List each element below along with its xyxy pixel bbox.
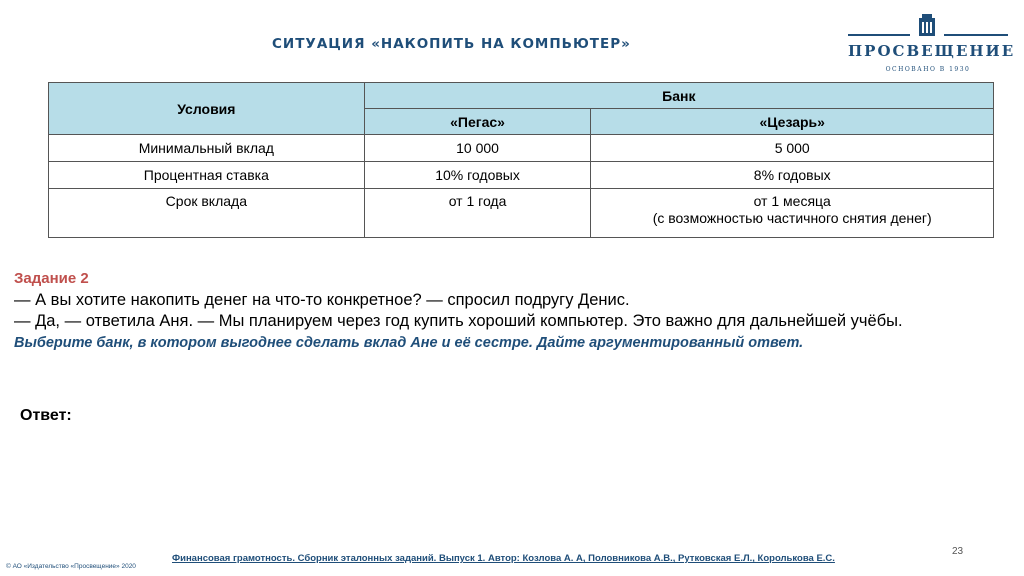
bank-caesar-header: «Цезарь» [591, 109, 994, 135]
slide-title: СИТУАЦИЯ «НАКОПИТЬ НА КОМПЬЮТЕР» [272, 36, 631, 52]
table-row [49, 162, 994, 189]
conditions-header: Условия [49, 83, 365, 135]
task-instruction: Выберите банк, в котором выгоднее сделать вклад Ане и её сестре. Дайте аргументированный ответ. [14, 334, 804, 351]
caesar-value [591, 189, 994, 238]
source-link[interactable]: Финансовая грамотность. Сборник эталонных заданий. Выпуск 1. Автор: Козлова А. А, Половникова А.В., Рутковская Е.Л., Королькова Е.С. [172, 553, 835, 564]
bank-header: Банк [364, 83, 993, 109]
logo-name: ПРОСВЕЩЕНИЕ [848, 42, 1016, 60]
row-label: Срок вклада [49, 189, 365, 238]
caesar-value: 8% годовых [591, 162, 994, 189]
bank-pegas-header: «Пегас» [364, 109, 591, 135]
row-label: Минимальный вклад [49, 135, 365, 162]
pegas-value: от 1 года [364, 189, 591, 238]
table-row [49, 135, 994, 162]
publisher-logo [848, 12, 1016, 74]
caesar-term: от 1 месяца [753, 193, 831, 209]
task-title: Задание 2 [14, 270, 89, 287]
table-row [49, 189, 994, 238]
pegas-value: 10 000 [364, 135, 591, 162]
task-block [14, 268, 1014, 354]
dialogue-line: — А вы хотите накопить денег на что-то конкретное? — спросил подругу Денис. [14, 290, 630, 309]
building-icon [918, 14, 936, 36]
caesar-value: 5 000 [591, 135, 994, 162]
logo-subtitle: ОСНОВАНО В 1930 [885, 66, 971, 73]
table-header-row [49, 83, 994, 109]
row-label: Процентная ставка [49, 162, 365, 189]
answer-label: Ответ: [20, 407, 72, 424]
page-number: 23 [952, 546, 964, 557]
bank-comparison-table [48, 82, 994, 238]
copyright: © АО «Издательство «Просвещение» 2020 [6, 563, 136, 570]
dialogue-line: — Да, — ответила Аня. — Мы планируем через год купить хороший компьютер. Это важно для дальнейшей учёбы. [14, 312, 903, 330]
pegas-value: 10% годовых [364, 162, 591, 189]
caesar-term-note: (с возможностью частичного снятия денег) [652, 210, 932, 226]
